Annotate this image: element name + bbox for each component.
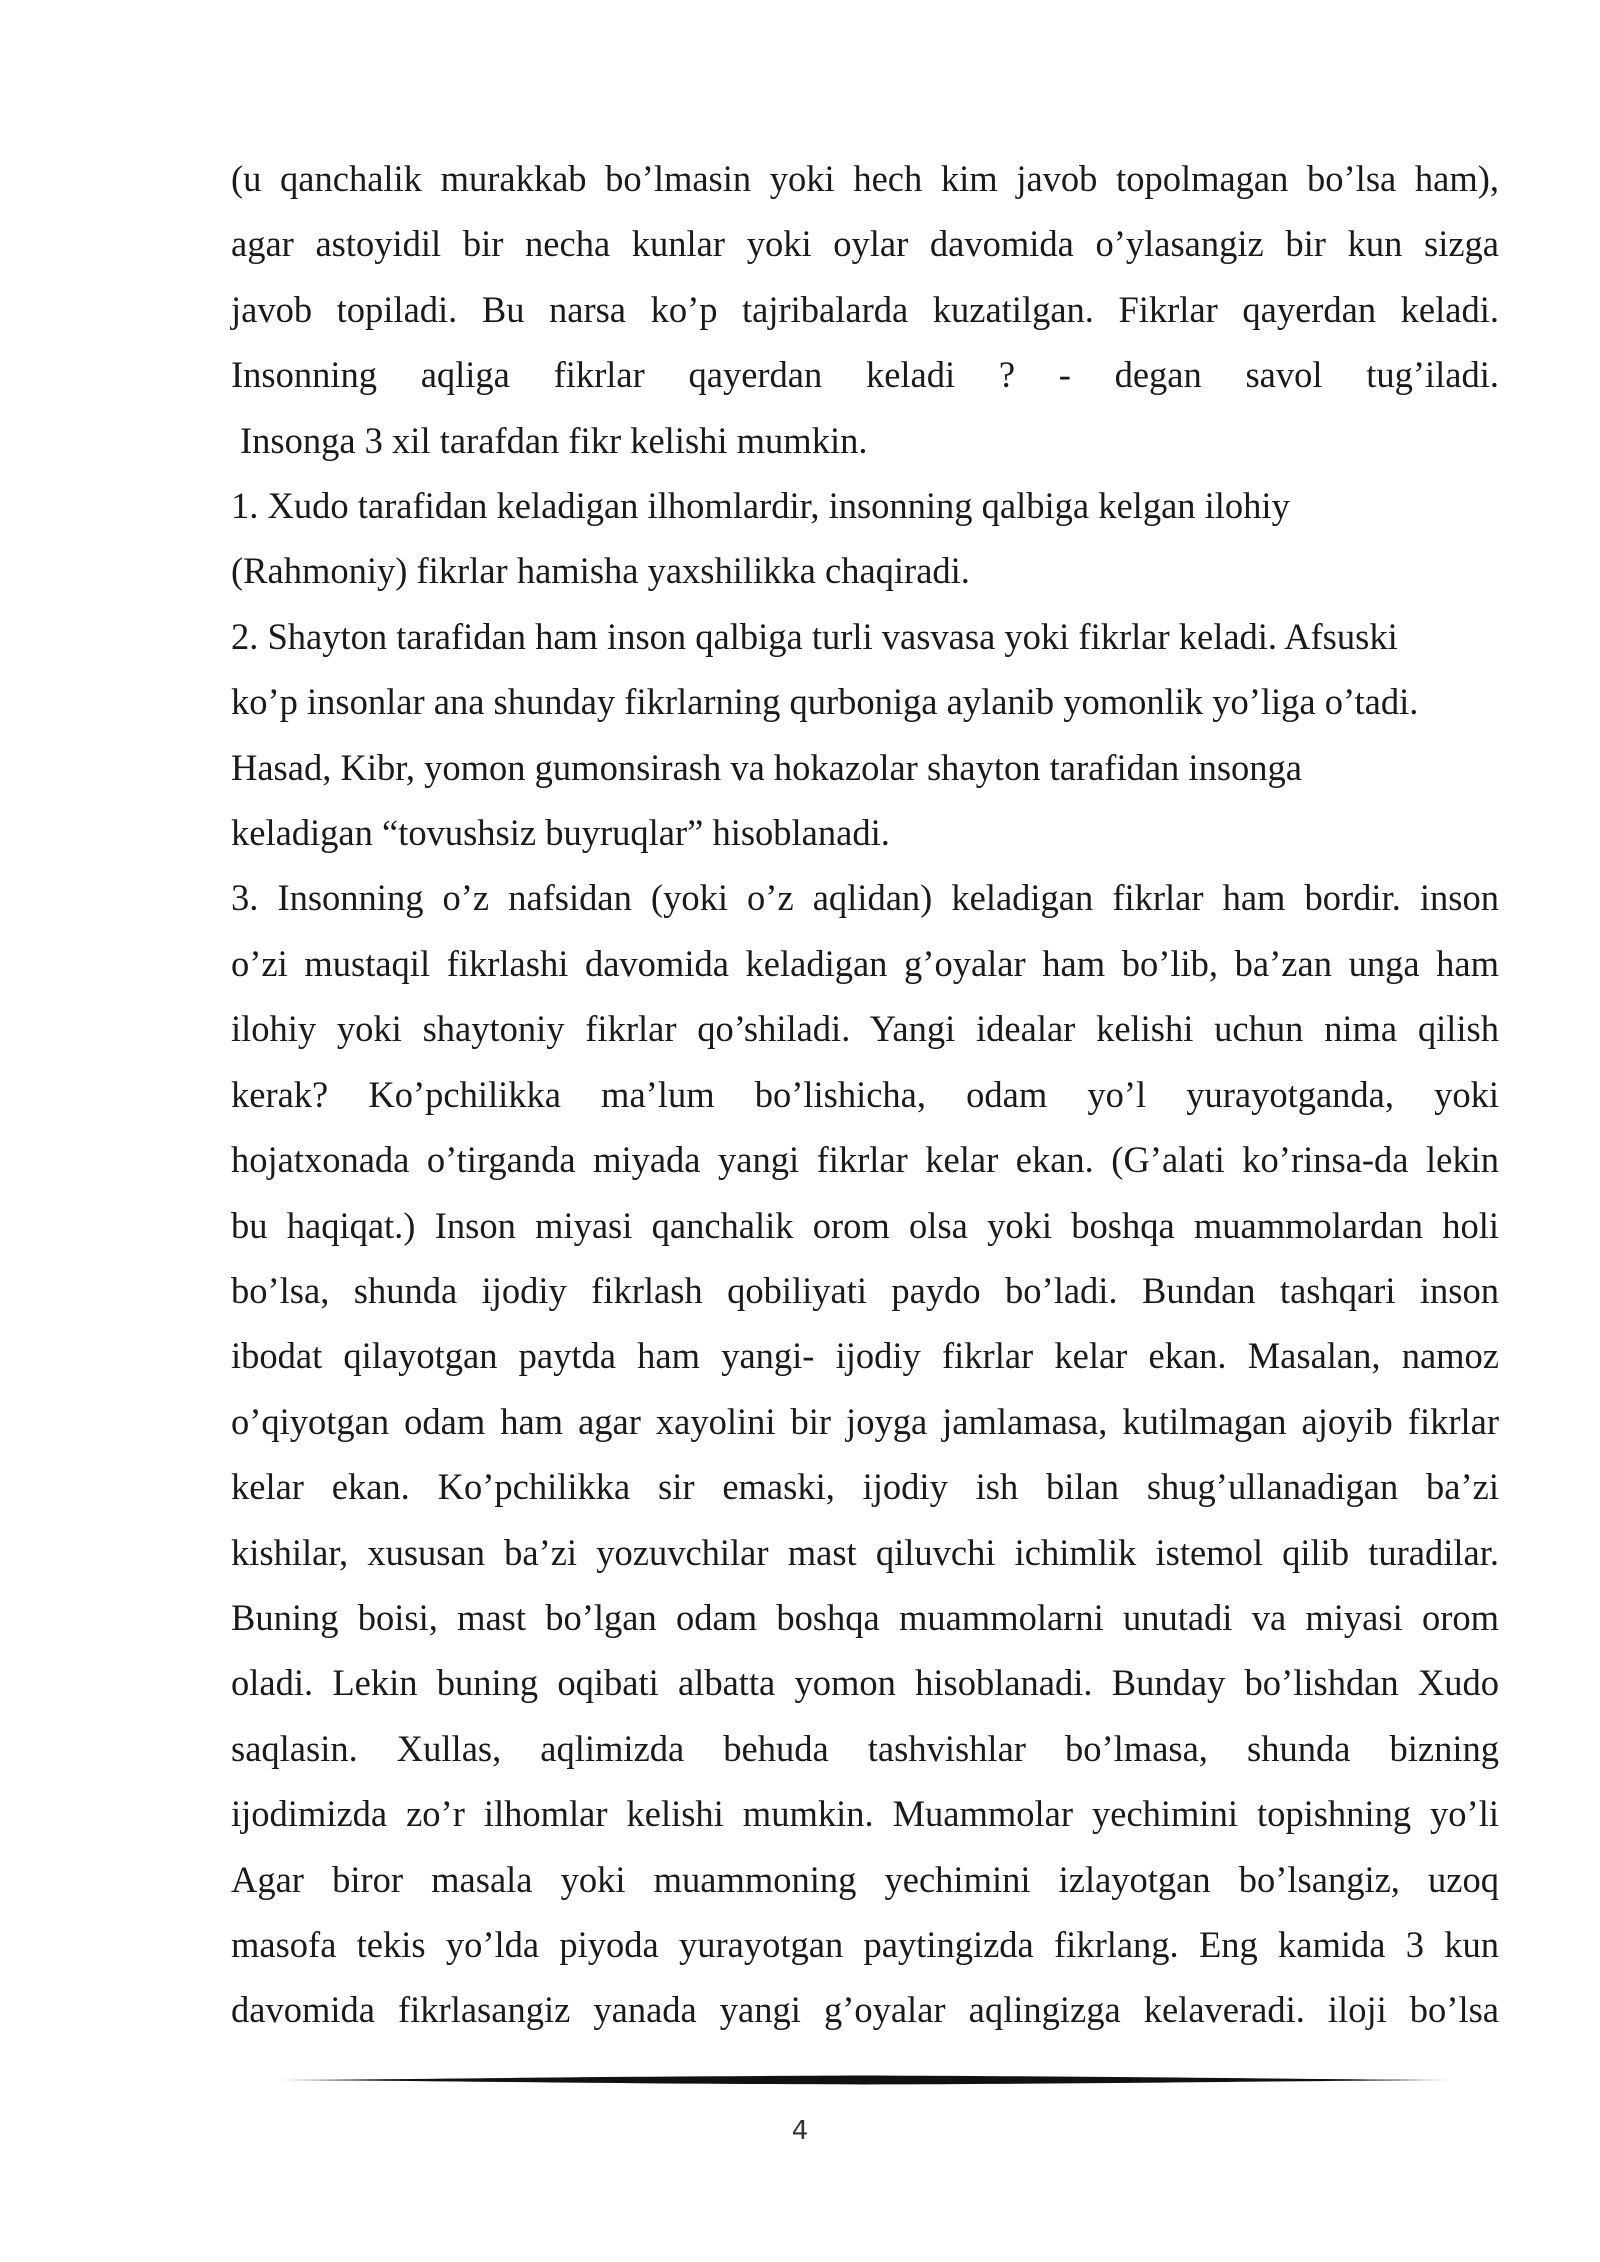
- text-line: Insonning aqliga fikrlar qayerdan keladi ? - degan savol tug’iladi.: [231, 354, 1499, 396]
- paragraph-item-3: [231, 865, 1499, 2042]
- text-line: bu haqiqat.) Inson miyasi qanchalik orom olsa yoki boshqa muammolardan holi: [231, 1204, 1499, 1246]
- text-line: ilohiy yoki shaytoniy fikrlar qo’shiladi. Yangi idealar kelishi uchun nima qilish: [231, 1008, 1499, 1050]
- text-line: 2. Shayton tarafidan ham inson qalbiga turli vasvasa yoki fikrlar keladi. Afsuski: [231, 615, 1398, 657]
- text-line: o’zi mustaqil fikrlashi davomida keladigan g’oyalar ham bo’lib, ba’zan unga ham: [231, 942, 1499, 984]
- text-line: hojatxonada o’tirganda miyada yangi fikrlar kelar ekan. (G’alati ko’rinsa-da lekin: [231, 1139, 1499, 1181]
- text-line: javob topiladi. Bu narsa ko’p tajribalarda kuzatilgan. Fikrlar qayerdan keladi.: [231, 288, 1499, 330]
- text-line: masofa tekis yo’lda piyoda yurayotgan paytingizda fikrlang. Eng kamida 3 kun: [231, 1923, 1499, 1965]
- text-line: saqlasin. Xullas, aqlimizda behuda tashvishlar bo’lmasa, shunda bizning: [231, 1727, 1499, 1769]
- paragraph-item-2: [231, 604, 1499, 866]
- text-line: bo’lsa, shunda ijodiy fikrlash qobiliyati paydo bo’ladi. Bundan tashqari inson: [231, 1269, 1499, 1311]
- paragraph-intro: [231, 146, 1499, 408]
- text-line: oladi. Lekin buning oqibati albatta yomon hisoblanadi. Bunday bo’lishdan Xudo: [231, 1662, 1499, 1704]
- text-line: kerak? Ko’pchilikka ma’lum bo’lishicha, odam yo’l yurayotganda, yoki: [231, 1073, 1499, 1115]
- text-line: kelar ekan. Ko’pchilikka sir emaski, ijodiy ish bilan shug’ullanadigan ba’zi: [231, 1466, 1499, 1508]
- text-line: Insonga 3 xil tarafdan fikr kelishi mumkin.: [240, 419, 868, 461]
- text-line: keladigan “tovushsiz buyruqlar” hisoblanadi.: [231, 812, 890, 854]
- text-line: ijodimizda zo’r ilhomlar kelishi mumkin. Muammolar yechimini topishning yo’li: [231, 1793, 1499, 1835]
- paragraph-item-1: [231, 473, 1499, 604]
- footer-divider: [280, 2072, 1450, 2088]
- text-line: 1. Xudo tarafidan keladigan ilhomlardir, insonning qalbiga kelgan ilohiy: [231, 485, 1290, 527]
- text-line: Agar biror masala yoki muammoning yechimini izlayotgan bo’lsangiz, uzoq: [231, 1858, 1499, 1900]
- text-line: ko’p insonlar ana shunday fikrlarning qurboniga aylanib yomonlik yo’liga o’tadi.: [231, 681, 1419, 723]
- paragraph-three-sources: [231, 408, 1499, 473]
- page-number: 4: [791, 2116, 809, 2146]
- text-line: (u qanchalik murakkab bo’lmasin yoki hech kim javob topolmagan bo’lsa ham),: [231, 158, 1499, 199]
- text-line: Buning boisi, mast bo’lgan odam boshqa muammolarni unutadi va miyasi orom: [231, 1596, 1499, 1638]
- text-line: Hasad, Kibr, yomon gumonsirash va hokazolar shayton tarafidan insonga: [231, 746, 1302, 788]
- text-line: o’qiyotgan odam ham agar xayolini bir joyga jamlamasa, kutilmagan ajoyib fikrlar: [231, 1400, 1499, 1442]
- text-line: ibodat qilayotgan paytda ham yangi- ijodiy fikrlar kelar ekan. Masalan, namoz: [231, 1335, 1499, 1377]
- text-line: agar astoyidil bir necha kunlar yoki oylar davomida o’ylasangiz bir kun sizga: [231, 223, 1499, 265]
- text-line: kishilar, xususan ba’zi yozuvchilar mast qiluvchi ichimlik istemol qilib turadilar.: [231, 1531, 1499, 1573]
- body-text: [231, 146, 1499, 2043]
- text-line: (Rahmoniy) fikrlar hamisha yaxshilikka chaqiradi.: [231, 550, 970, 592]
- text-line: davomida fikrlasangiz yanada yangi g’oyalar aqlingizga kelaveradi. iloji bo’lsa: [231, 1989, 1499, 2031]
- text-line: 3. Insonning o’z nafsidan (yoki o’z aqlidan) keladigan fikrlar ham bordir. inson: [231, 877, 1499, 919]
